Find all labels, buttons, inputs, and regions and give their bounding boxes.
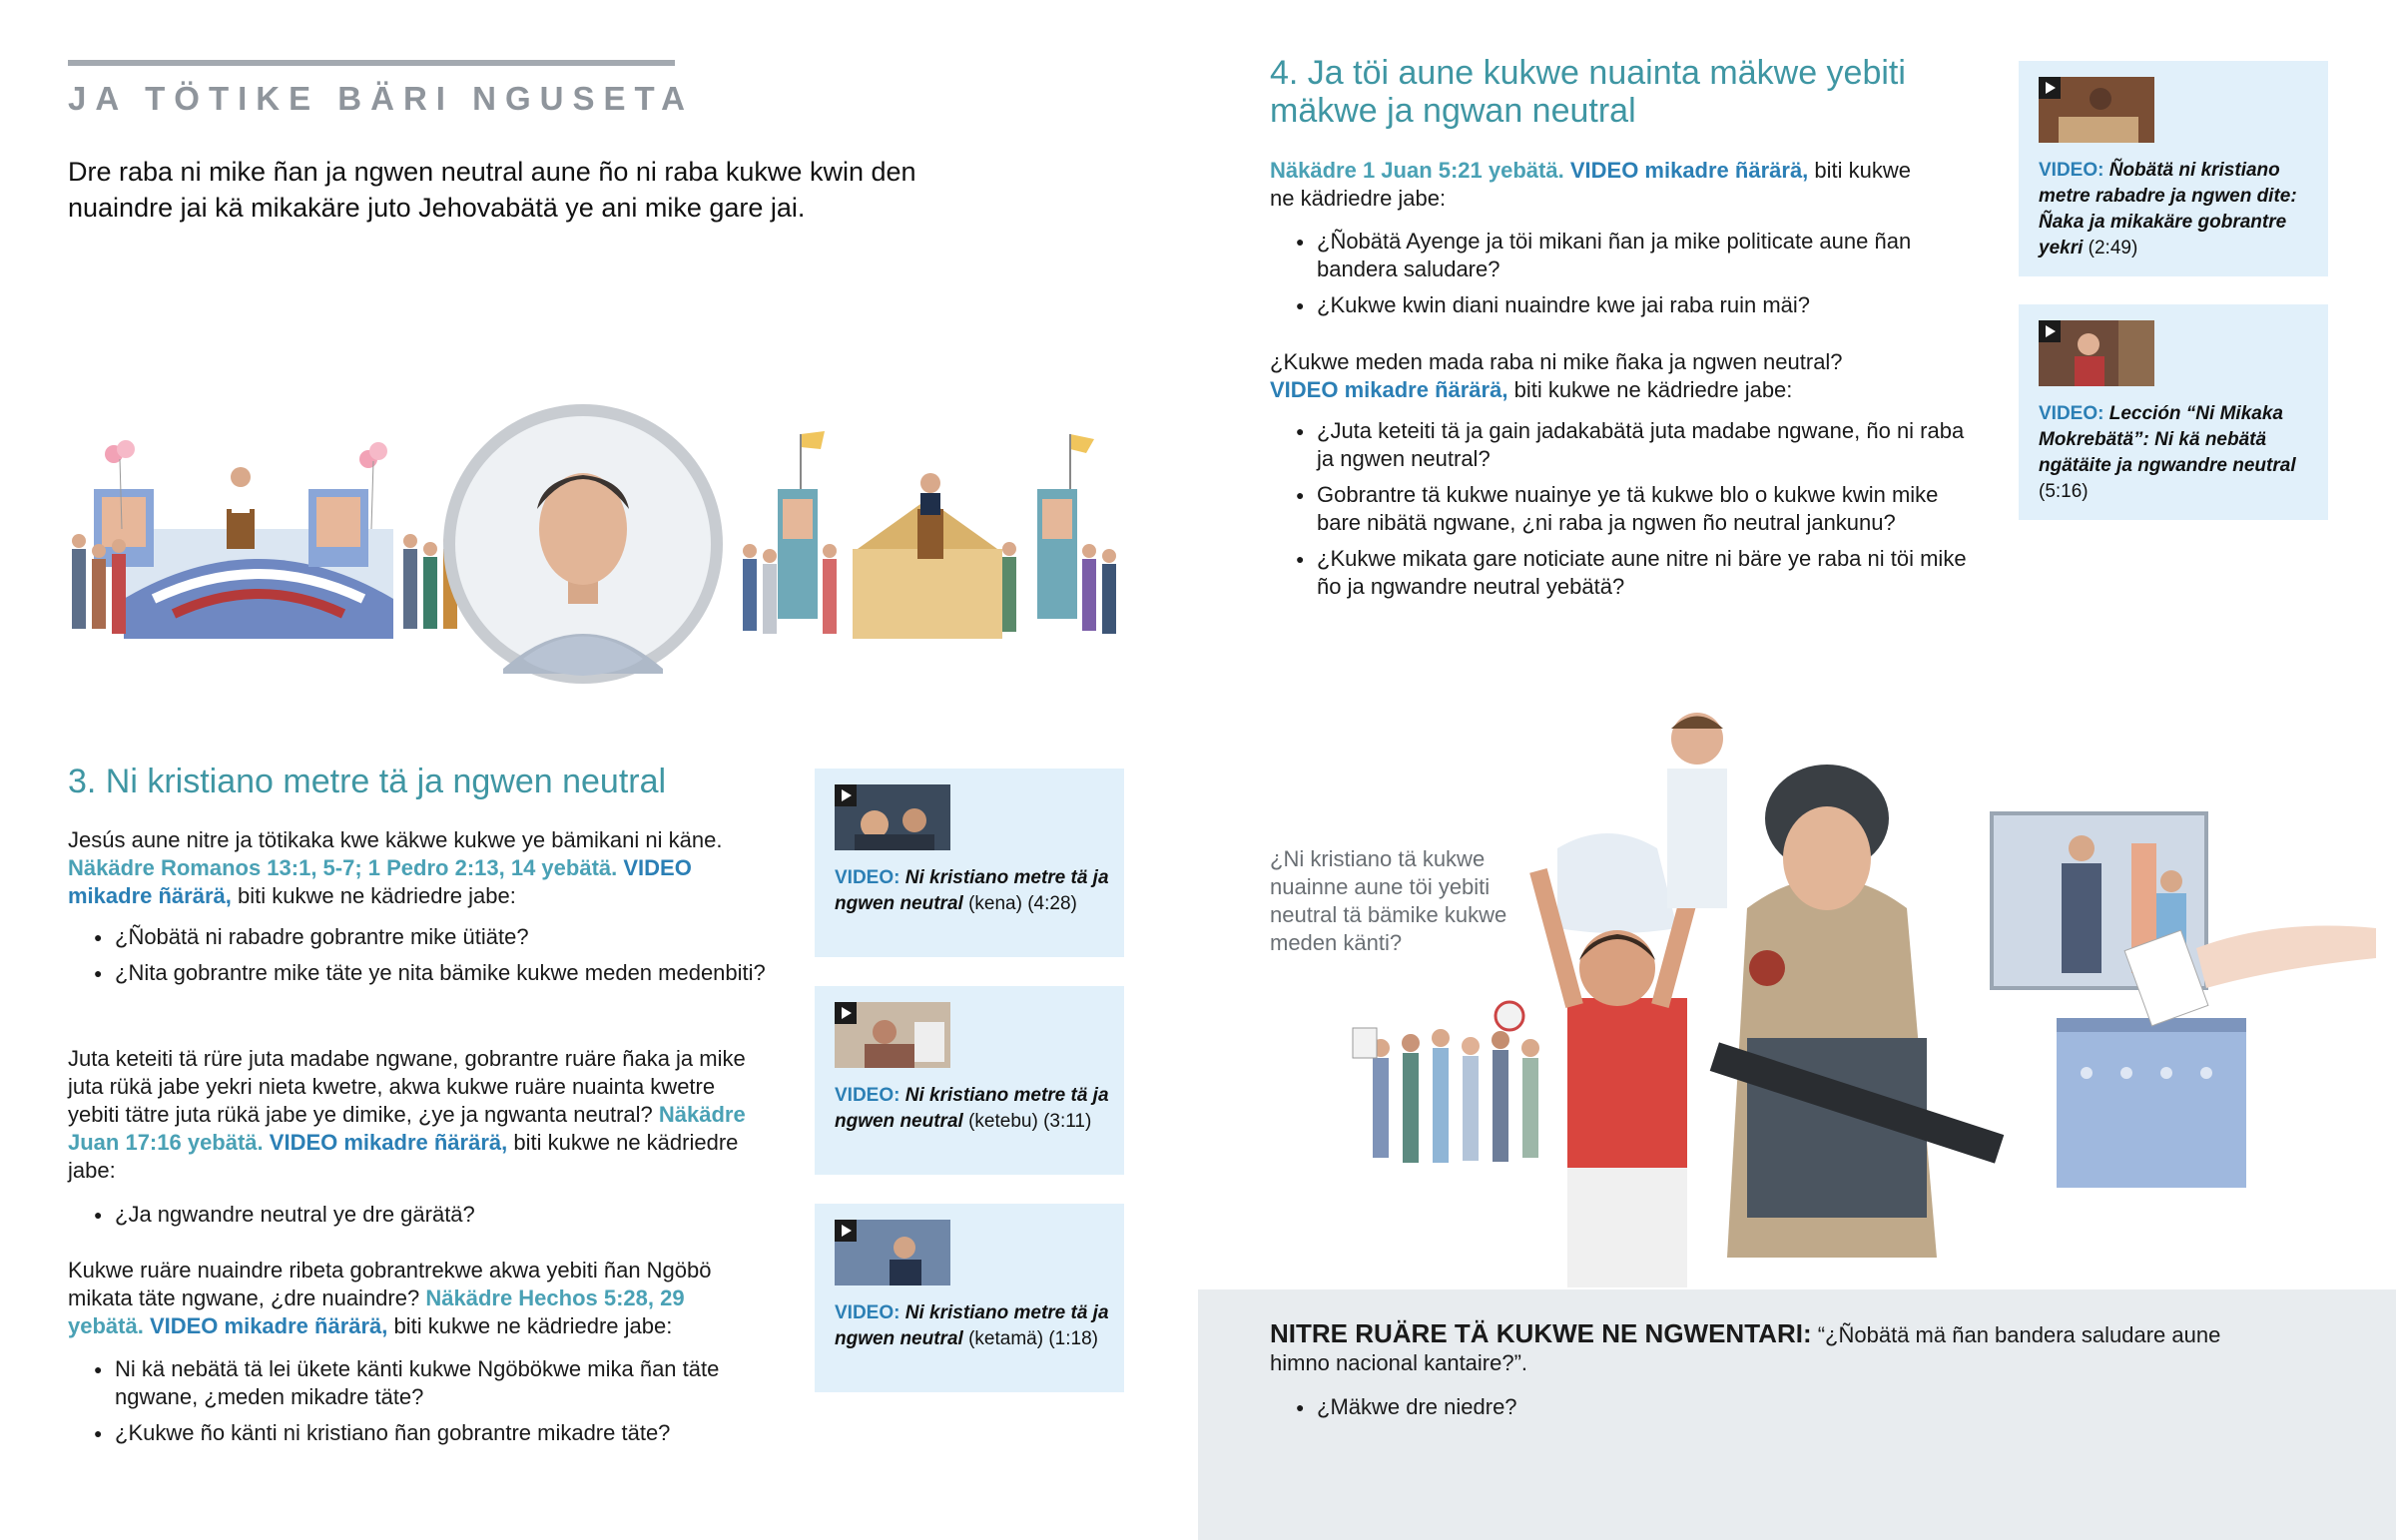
video-instruction: VIDEO mikadre ñärärä, xyxy=(269,1130,508,1155)
soldier xyxy=(1710,765,2005,1258)
illustration-question: ¿Ni kristiano tä kukwe nuainne aune töi yebiti neutral tä bämike kukwe meden känti? xyxy=(1270,846,1507,955)
video-thumbnail[interactable] xyxy=(835,1220,950,1285)
scripture-link[interactable]: Näkädre Romanos 13:1, 5-7; 1 Pedro 2:13, 14 yebätä. xyxy=(68,855,618,880)
section-3-heading: 3. Ni kristiano metre tä ja ngwen neutral xyxy=(68,763,667,800)
video-thumbnail[interactable] xyxy=(835,784,950,850)
section-3-paragraph-1: Jesús aune nitre ja tötikaka kwe käkwe kukwe ye bämikani ni käne. Näkädre Romanos 13:1, 5-7; 1 Pedro 2:13, 14 yebätä. VIDEO mikadre ñärärä, biti kukwe ne kädriedre jabe: xyxy=(68,827,723,908)
tv-and-ballot xyxy=(1992,813,2376,1188)
section-3-questions-2 xyxy=(68,1201,767,1237)
rally-illustration xyxy=(64,399,1162,689)
video-instruction: VIDEO mikadre ñärärä, xyxy=(68,855,692,908)
portrait-medallion xyxy=(443,404,723,684)
video-thumbnail[interactable] xyxy=(2039,77,2154,143)
video-caption: VIDEO: Lección “Ni Mikaka Mokrebätä”: Ni kä nebätä ngätäite ja ngwandre neutral (5:16) xyxy=(2039,403,2296,502)
question-item: ● ¿Nita gobrantre mike täte ye nita bämike kukwe meden medenbiti? xyxy=(68,959,767,987)
video-caption: VIDEO: Ni kristiano metre tä ja ngwen neutral (ketebu) (3:11) xyxy=(835,1085,1109,1132)
section-4-paragraph-2: ¿Kukwe meden mada raba ni mike ñaka ja ngwen neutral? VIDEO mikadre ñärärä, biti kukwe ne kädriedre jabe: xyxy=(1270,349,1843,402)
section-3-questions-1 xyxy=(68,923,767,995)
protest-group xyxy=(1353,1002,1539,1163)
section-4-heading: 4. Ja töi aune kukwe nuainta mäkwe yebiti mäkwe ja ngwan neutral xyxy=(1270,54,1906,130)
scripture-link[interactable]: Näkädre Juan 17:16 yebätä. xyxy=(68,1102,746,1155)
discussion-label: NITRE RUÄRE TÄ KUKWE NE NGWENTARI: xyxy=(1270,1318,1812,1348)
question-item: ● ¿Ja ngwandre neutral ye dre gärätä? xyxy=(68,1201,767,1229)
question-item: ● ¿Kukwe ño känti ni kristiano ñan gobrantre mikadre täte? xyxy=(68,1419,767,1447)
scripture-link[interactable]: Näkädre Hechos 5:28, 29 yebätä. xyxy=(68,1285,685,1338)
intro-paragraph: Dre raba ni mike ñan ja ngwen neutral aune ño ni raba kukwe kwin den nuaindre jai kä mikakäre juto Jehovabätä ye ani mike gare jai. xyxy=(68,157,916,223)
section-4-paragraph-1: Näkädre 1 Juan 5:21 yebätä. VIDEO mikadre ñärärä, biti kukwe ne kädriedre jabe: xyxy=(1270,158,1912,211)
video-instruction: VIDEO mikadre ñärärä, xyxy=(1270,377,1508,402)
discussion-quote: “¿Ñobätä mä ñan bandera saludare aune himno nacional kantaire?”. xyxy=(1270,1322,2221,1375)
scripture-link[interactable]: Näkädre 1 Juan 5:21 yebätä. xyxy=(1270,158,1564,183)
right-rally-scene xyxy=(743,431,1116,639)
video-card-1[interactable] xyxy=(815,769,1124,957)
section-title: JA TÖTIKE BÄRI NGUSETA xyxy=(68,80,695,117)
section-3-questions-3 xyxy=(68,1355,767,1455)
neutrality-illustration xyxy=(1298,699,2396,1297)
discussion-prompt xyxy=(1270,1319,2228,1377)
question-item: ● Ni kä nebätä tä lei ükete känti kukwe Ngöbökwe mika ñan täte ngwane, ¿meden mikadre täte? xyxy=(68,1355,767,1411)
question-item: ● Gobrantre tä kukwe nuainye ye tä kukwe blo o kukwe kwin mike bare nibätä ngwane, ¿ni raba ja ngwen ño neutral jankunu? xyxy=(1270,481,1969,537)
section-3-paragraph-3: Kukwe ruäre nuaindre ribeta gobrantrekwe akwa yebiti ñan Ngöbö mikata täte ngwane, ¿dre nuaindre? Näkädre Hechos 5:28, 29 yebätä. VIDEO mikadre ñärärä, biti kukwe ne kädriedre jabe: xyxy=(68,1258,712,1338)
video-instruction: VIDEO mikadre ñärärä, xyxy=(1569,158,1809,183)
young-man xyxy=(1667,713,1727,908)
video-thumbnail[interactable] xyxy=(2039,320,2154,386)
play-icon[interactable] xyxy=(835,1220,857,1242)
video-card-5[interactable] xyxy=(2019,304,2328,520)
video-instruction: VIDEO mikadre ñärärä, xyxy=(149,1313,388,1338)
video-card-2[interactable] xyxy=(815,986,1124,1175)
section-4-questions-2 xyxy=(1270,417,1969,609)
question-item: ● ¿Ñobätä Ayenge ja töi mikani ñan ja mike politicate aune ñan bandera saludare? xyxy=(1270,228,1949,283)
question-item: ● ¿Juta keteiti tä ja gain jadakabätä juta madabe ngwane, ño ni raba ja ngwen neutral? xyxy=(1270,417,1969,473)
play-icon[interactable] xyxy=(2039,320,2061,342)
section-3-paragraph-2: Juta keteiti tä rüre juta madabe ngwane, gobrantre ruäre ñaka ja mike juta rükä jabe yekri nieta kwetre, akwa kukwe ruäre nuainta kwetre yebiti tätre juta rükä jabe ye dimike, ¿ye ja ngwanta neutral? Näkädre Juan 17:16 yebätä. VIDEO mikadre ñärärä, biti kukwe ne kädriedre jabe: xyxy=(68,1046,746,1183)
question-item: ● ¿Ñobätä ni rabadre gobrantre mike ütiäte? xyxy=(68,923,767,951)
play-icon[interactable] xyxy=(2039,77,2061,99)
question-item: ● ¿Mäkwe dre niedre? xyxy=(1270,1393,1969,1421)
discussion-questions xyxy=(1270,1393,1969,1429)
left-rally-scene xyxy=(72,440,457,639)
section-top-rule xyxy=(68,60,675,66)
video-caption: VIDEO: Ñobätä ni kristiano metre rabadre ja ngwen dite: Ñaka ja mikakäre gobrantre yekri (2:49) xyxy=(2039,160,2297,258)
video-thumbnail[interactable] xyxy=(835,1002,950,1068)
video-caption: VIDEO: Ni kristiano metre tä ja ngwen neutral (ketamä) (1:18) xyxy=(835,1302,1109,1349)
video-card-3[interactable] xyxy=(815,1204,1124,1392)
question-item: ● ¿Kukwe kwin diani nuaindre kwe jai raba ruin mäi? xyxy=(1270,291,1949,319)
video-caption: VIDEO: Ni kristiano metre tä ja ngwen neutral (kena) (4:28) xyxy=(835,867,1109,914)
section-4-questions-1 xyxy=(1270,228,1949,327)
video-card-4[interactable] xyxy=(2019,61,2328,276)
play-icon[interactable] xyxy=(835,784,857,806)
question-item: ● ¿Kukwe mikata gare noticiate aune nitre ni bäre ye raba ni töi mike ño ja ngwandre neutral yebätä? xyxy=(1270,545,1969,601)
play-icon[interactable] xyxy=(835,1002,857,1024)
